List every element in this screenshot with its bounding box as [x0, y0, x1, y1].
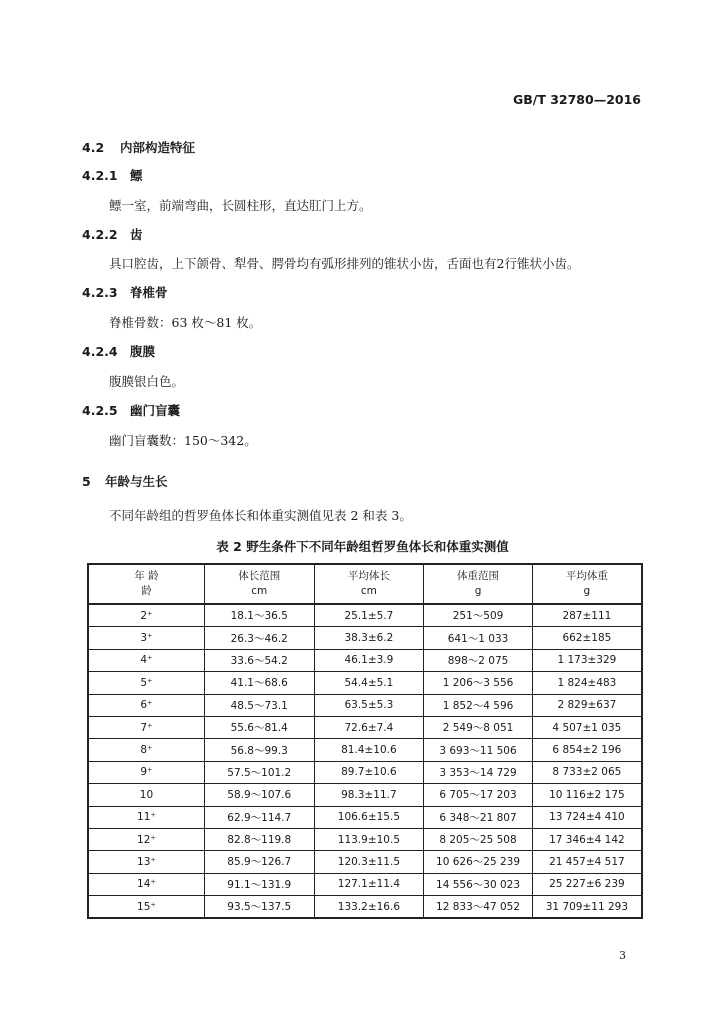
age-growth-table: [87, 563, 643, 919]
cell-mean-weight: 4 507±1 035: [532, 716, 642, 738]
section-heading-4-2-2: [82, 225, 143, 243]
cell-mean-weight: 25 227±6 239: [532, 873, 642, 895]
cell-mean-weight: 2 829±637: [532, 694, 642, 716]
cell-age: 15⁺: [88, 896, 204, 919]
cell-age: 4⁺: [88, 649, 204, 671]
section-text-4-2-1: 鳔一室，前端弯曲，长圆柱形，直达肛门上方。: [109, 198, 372, 213]
cell-length-range: 57.5～101.2: [204, 761, 314, 783]
cell-age: 9⁺: [88, 761, 204, 783]
cell-weight-range: 251～509: [424, 604, 533, 627]
cell-length-range: 33.6～54.2: [204, 649, 314, 671]
cell-length-range: 91.1～131.9: [204, 873, 314, 895]
column-header-age: 年 龄 龄: [88, 564, 204, 604]
page-number: 3: [619, 949, 626, 962]
section-number: 4.2.3: [82, 285, 118, 300]
cell-weight-range: 2 549～8 051: [424, 716, 533, 738]
cell-mean-weight: 662±185: [532, 627, 642, 649]
cell-length-range: 18.1～36.5: [204, 604, 314, 627]
cell-length-range: 55.6～81.4: [204, 716, 314, 738]
cell-mean-length: 89.7±10.6: [314, 761, 424, 783]
column-header-mean-weight: 平均体重 g: [532, 564, 642, 604]
cell-mean-weight: 1 173±329: [532, 649, 642, 671]
cell-age: 7⁺: [88, 716, 204, 738]
cell-length-range: 48.5～73.1: [204, 694, 314, 716]
table-row: [88, 784, 642, 806]
table-row: [88, 896, 642, 919]
section-text-4-2-5: 幽门盲囊数：150～342。: [109, 433, 257, 448]
section-heading-5: [82, 472, 168, 490]
cell-weight-range: 14 556～30 023: [424, 873, 533, 895]
cell-age: 12⁺: [88, 828, 204, 850]
cell-age: 6⁺: [88, 694, 204, 716]
table-row: [88, 761, 642, 783]
cell-mean-length: 127.1±11.4: [314, 873, 424, 895]
cell-weight-range: 1 852～4 596: [424, 694, 533, 716]
cell-mean-length: 25.1±5.7: [314, 604, 424, 627]
cell-mean-weight: 31 709±11 293: [532, 896, 642, 919]
standard-code: GB/T 32780—2016: [512, 92, 641, 107]
cell-age: 5⁺: [88, 672, 204, 694]
cell-mean-length: 63.5±5.3: [314, 694, 424, 716]
section-text-5: 不同年龄组的哲罗鱼体长和体重实测值见表 2 和表 3。: [109, 508, 412, 523]
table-title: 表 2 野生条件下不同年龄组哲罗鱼体长和体重实测值: [216, 539, 509, 554]
cell-mean-length: 98.3±11.7: [314, 784, 424, 806]
cell-length-range: 85.9～126.7: [204, 851, 314, 873]
cell-mean-weight: 1 824±483: [532, 672, 642, 694]
cell-mean-length: 106.6±15.5: [314, 806, 424, 828]
cell-mean-length: 133.2±16.6: [314, 896, 424, 919]
cell-mean-length: 38.3±6.2: [314, 627, 424, 649]
cell-length-range: 26.3～46.2: [204, 627, 314, 649]
section-heading-4-2: [82, 138, 195, 156]
cell-age: 2⁺: [88, 604, 204, 627]
section-title: 腹膜: [130, 344, 156, 359]
section-number: 5: [82, 474, 91, 489]
table-row: [88, 694, 642, 716]
cell-length-range: 41.1～68.6: [204, 672, 314, 694]
section-heading-4-2-4: [82, 342, 155, 360]
cell-weight-range: 10 626～25 239: [424, 851, 533, 873]
section-number: 4.2.2: [82, 227, 118, 242]
table-row: [88, 851, 642, 873]
cell-mean-weight: 21 457±4 517: [532, 851, 642, 873]
cell-mean-length: 46.1±3.9: [314, 649, 424, 671]
cell-age: 14⁺: [88, 873, 204, 895]
section-title: 齿: [130, 227, 143, 242]
table-header-row: [88, 564, 642, 604]
cell-mean-weight: 8 733±2 065: [532, 761, 642, 783]
cell-weight-range: 6 705～17 203: [424, 784, 533, 806]
cell-weight-range: 641～1 033: [424, 627, 533, 649]
section-title: 脊椎骨: [130, 285, 168, 300]
cell-weight-range: 12 833～47 052: [424, 896, 533, 919]
cell-length-range: 58.9～107.6: [204, 784, 314, 806]
table-row: [88, 739, 642, 761]
section-title: 年龄与生长: [105, 474, 168, 489]
section-title: 内部构造特征: [120, 140, 196, 155]
table-row: [88, 604, 642, 627]
column-header-length-range: 体长范围 cm: [204, 564, 314, 604]
section-text-4-2-3: 脊椎骨数：63 枚～81 枚。: [109, 315, 262, 330]
cell-weight-range: 8 205～25 508: [424, 828, 533, 850]
column-header-weight-range: 体重范围 g: [424, 564, 533, 604]
cell-age: 13⁺: [88, 851, 204, 873]
cell-mean-length: 113.9±10.5: [314, 828, 424, 850]
cell-mean-weight: 17 346±4 142: [532, 828, 642, 850]
table-row: [88, 828, 642, 850]
cell-weight-range: 3 693～11 506: [424, 739, 533, 761]
cell-length-range: 62.9～114.7: [204, 806, 314, 828]
cell-age: 8⁺: [88, 739, 204, 761]
section-heading-4-2-3: [82, 283, 168, 301]
cell-mean-length: 72.6±7.4: [314, 716, 424, 738]
cell-weight-range: 3 353～14 729: [424, 761, 533, 783]
section-heading-4-2-5: [82, 401, 180, 419]
cell-weight-range: 898～2 075: [424, 649, 533, 671]
cell-mean-weight: 13 724±4 410: [532, 806, 642, 828]
section-number: 4.2.5: [82, 403, 118, 418]
cell-mean-weight: 10 116±2 175: [532, 784, 642, 806]
table-row: [88, 627, 642, 649]
section-number: 4.2.4: [82, 344, 118, 359]
section-heading-4-2-1: [82, 166, 143, 184]
section-number: 4.2.1: [82, 168, 118, 183]
cell-mean-length: 54.4±5.1: [314, 672, 424, 694]
cell-age: 3⁺: [88, 627, 204, 649]
cell-age: 11⁺: [88, 806, 204, 828]
table-row: [88, 873, 642, 895]
cell-mean-weight: 6 854±2 196: [532, 739, 642, 761]
cell-mean-length: 120.3±11.5: [314, 851, 424, 873]
section-number: 4.2: [82, 140, 105, 155]
cell-weight-range: 1 206～3 556: [424, 672, 533, 694]
cell-length-range: 56.8～99.3: [204, 739, 314, 761]
table-row: [88, 672, 642, 694]
section-text-4-2-2: 具口腔齿，上下颌骨、犁骨、腭骨均有弧形排列的锥状小齿，舌面也有2行锥状小齿。: [109, 256, 580, 271]
cell-length-range: 82.8～119.8: [204, 828, 314, 850]
section-title: 幽门盲囊: [130, 403, 181, 418]
table-row: [88, 806, 642, 828]
table-row: [88, 649, 642, 671]
section-title: 鳔: [130, 168, 143, 183]
cell-mean-weight: 287±111: [532, 604, 642, 627]
cell-weight-range: 6 348～21 807: [424, 806, 533, 828]
column-header-mean-length: 平均体长 cm: [314, 564, 424, 604]
cell-mean-length: 81.4±10.6: [314, 739, 424, 761]
table-row: [88, 716, 642, 738]
section-text-4-2-4: 腹膜银白色。: [109, 374, 185, 389]
cell-age: 10: [88, 784, 204, 806]
cell-length-range: 93.5～137.5: [204, 896, 314, 919]
